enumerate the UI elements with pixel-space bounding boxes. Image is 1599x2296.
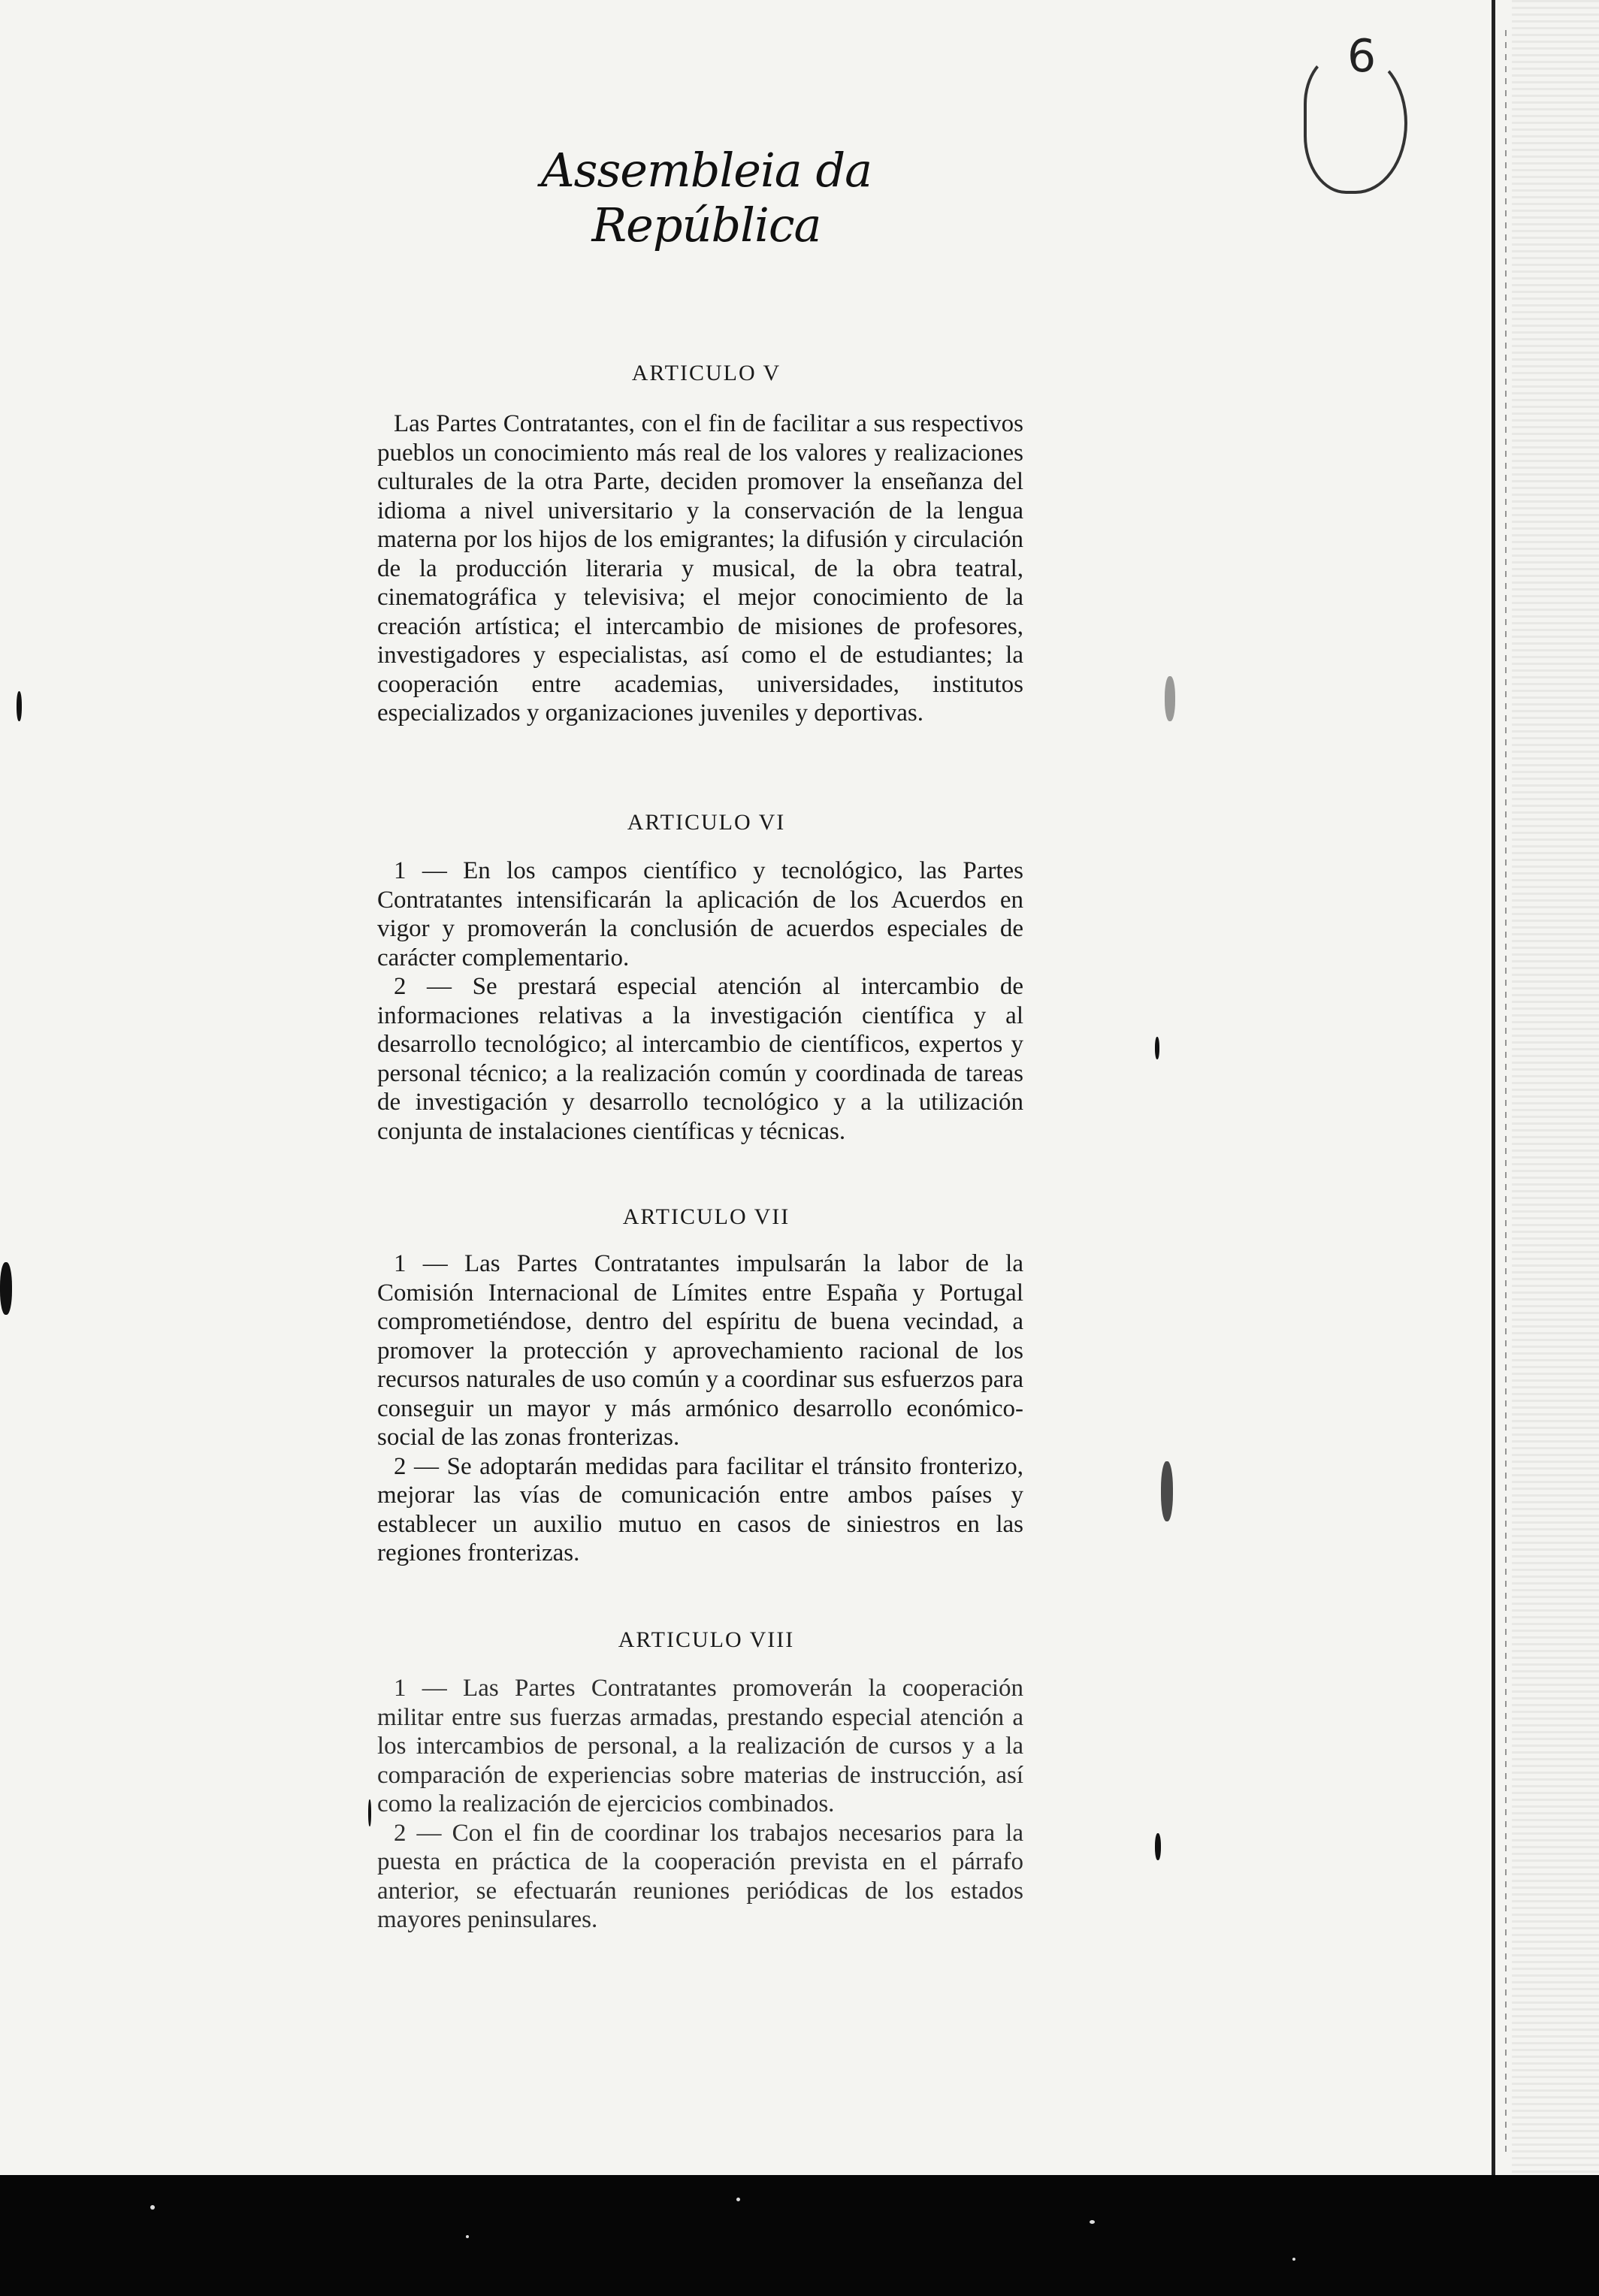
scan-mark	[368, 1799, 371, 1826]
letterhead: Assembleia da República	[540, 143, 872, 252]
article-title: ARTICULO VII	[622, 1204, 790, 1229]
scan-mark	[17, 691, 22, 721]
scan-mark	[1155, 1833, 1161, 1860]
article-paragraph: 1 — En los campos científico y tecnológico, las Partes Contratantes intensificarán la aplicación de los Acuerdos en vigor y promoverán la conclusión de acuerdos especiales de carácter complementario.	[377, 857, 1023, 971]
punch-hole-mark	[0, 1262, 12, 1315]
scan-speck	[466, 2235, 469, 2238]
article-body	[377, 409, 1023, 728]
article-paragraph: 1 — Las Partes Contratantes impulsarán la labor de la Comisión Internacional de Límites entre España y Portugal comprometiéndose, dentro del espíritu de buena vecindad, a promover la protección y aprovechamiento racional de los recursos naturales de uso común y a coordinar sus esfuerzos para conseguir un mayor y más armónico desarrollo económico-social de las zonas fronterizas.	[377, 1250, 1023, 1451]
article-body	[377, 1674, 1023, 1935]
scanner-edge-band	[0, 2175, 1599, 2296]
scan-speck	[736, 2198, 740, 2201]
article-body	[377, 1249, 1023, 1568]
scan-speck	[1292, 2258, 1295, 2261]
article-paragraph: Las Partes Contratantes, con el fin de facilitar a sus respectivos pueblos un conocimiento más real de los valores y realizaciones culturales de la otra Parte, deciden promover la enseñanza del idioma a nivel universitario y la conservación de la lengua materna por los hijos de los emigrantes; la difusión y circulación de la producción literaria y musical, de la obra teatral, cinematográfica y televisiva; el mejor conocimiento de la creación artística; el intercambio de misiones de profesores, investigadores y especialistas, así como el de estudiantes; la cooperación entre academias, universidades, institutos especializados y organizaciones juveniles y deportivas.	[377, 410, 1023, 727]
article-body	[377, 856, 1023, 1146]
article-title: ARTICULO VI	[627, 810, 786, 835]
scan-edge-noise	[1512, 0, 1599, 2175]
article-title: ARTICULO VIII	[618, 1627, 795, 1652]
article-paragraph: 2 — Se prestará especial atención al intercambio de informaciones relativas a la investigación científica y al desarrollo tecnológico; al intercambio de científicos, expertos y personal técnico; a la realización común y coordinada de tareas de investigación y desarrollo tecnológico y a la utilización conjunta de instalaciones científicas y técnicas.	[377, 973, 1023, 1145]
scan-mark	[1155, 1037, 1159, 1059]
article-paragraph: 1 — Las Partes Contratantes promoverán la cooperación militar entre sus fuerzas armadas, prestando especial atención a los intercambios de personal, a la realización de cursos y a la comparación de experiencias sobre materias de instrucción, así como la realización de ejercicios combinados.	[377, 1675, 1023, 1817]
article-title: ARTICULO V	[631, 361, 781, 385]
scan-mark	[1161, 1461, 1173, 1521]
margin-rule	[1492, 0, 1495, 2175]
article-paragraph: 2 — Se adoptarán medidas para facilitar el tránsito fronterizo, mejorar las vías de comunicación entre ambos países y establecer un auxilio mutuo en casos de siniestros en las regiones fronterizas.	[377, 1452, 1023, 1566]
scan-mark	[1165, 676, 1175, 721]
scan-speck	[1090, 2220, 1095, 2224]
margin-rule-dashed	[1505, 30, 1507, 2156]
article-paragraph: 2 — Con el fin de coordinar los trabajos necesarios para la puesta en práctica de la cooperación prevista en el párrafo anterior, se efectuarán reuniones periódicas de los estados mayores peninsulares.	[377, 1819, 1023, 1933]
page-number: 6	[1347, 30, 1377, 83]
scan-speck	[150, 2205, 155, 2210]
